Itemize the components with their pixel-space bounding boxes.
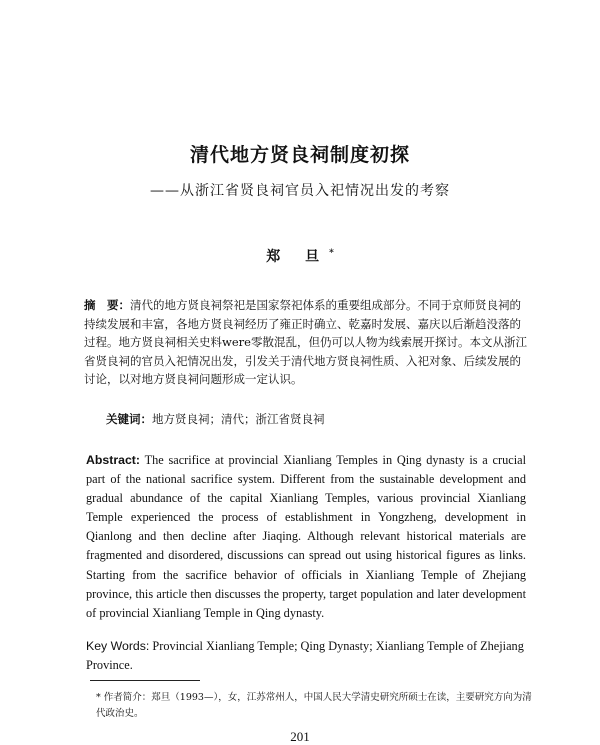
chinese-keywords-label: 关键词： bbox=[106, 412, 152, 426]
chinese-keywords-text: 地方贤良祠；清代；浙江省贤良祠 bbox=[152, 412, 325, 426]
chinese-abstract bbox=[84, 296, 532, 389]
english-abstract-label: Abstract: bbox=[86, 453, 140, 467]
author-line bbox=[0, 246, 600, 266]
english-keywords-label: Key Words: bbox=[86, 639, 150, 653]
paper-title: 清代地方贤良祠制度初探 bbox=[189, 144, 410, 166]
english-abstract bbox=[86, 451, 526, 623]
paper-subtitle: ——从浙江省贤良祠官员入祀情况出发的考察 bbox=[150, 183, 450, 199]
page-number: 201 bbox=[290, 729, 310, 744]
author-footnote-mark: * bbox=[329, 248, 334, 259]
chinese-abstract-label: 摘 要： bbox=[84, 298, 130, 312]
footnote-divider bbox=[90, 680, 200, 681]
english-keywords-text: Provincial Xianliang Temple; Qing Dynasty; Xianliang Temple of Zhejiang Province. bbox=[86, 639, 524, 672]
chinese-abstract-text: 清代的地方贤良祠祭祀是国家祭祀体系的重要组成部分。不同于京师贤良祠的持续发展和丰富，各地方贤良祠经历了雍正时确立、乾嘉时发展、嘉庆以后渐趋没落的过程。地方贤良祠相关史料were零散混乱，但仍可以人物为线索展开探讨。本文从浙江省贤良祠的官员入祀情况出发，引发关于清代地方贤良祠性质、入祀对象、后续发展的讨论，以对地方贤良祠问题形成一定认识。 bbox=[84, 298, 527, 387]
english-abstract-text: The sacrifice at provincial Xianliang Temples in Qing dynasty is a crucial part of the national sacrifice system. Different from the sustainable development and gradual abundance of the capital Xianliang Temples, various provincial Xianliang Temple experienced the process of establishment in Yongzheng, development in Qianlong and then decline after Jiaqing. Although relevant historical materials are fragmented and disordered, discussions can spread out using historical figures as links. Starting from the sacrifice behavior of officials in Xianliang Temple of Zhejiang province, this article then discusses the property, target population and later development of provincial Xianliang Temple in Qing dynasty. bbox=[86, 453, 527, 620]
author-name: 郑 旦 bbox=[266, 249, 330, 265]
english-keywords bbox=[86, 637, 526, 675]
chinese-keywords bbox=[106, 411, 526, 427]
footnote: * 作者简介：郑旦（1993—），女，江苏常州人，中国人民大学清史研究所硕士在读，主要研究方向为清代政治史。 bbox=[96, 692, 532, 719]
